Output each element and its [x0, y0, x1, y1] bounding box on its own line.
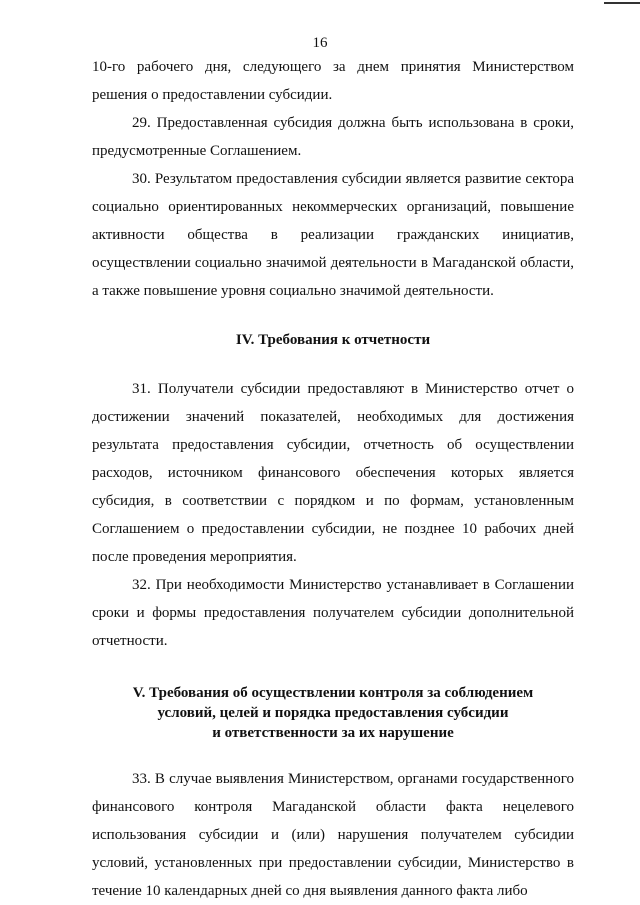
section-heading-v-line-2: условий, целей и порядка предоставления субсидии [157, 705, 509, 721]
page-number: 16 [312, 35, 328, 51]
page-edge-mark [604, 2, 640, 4]
paragraph-30: 30. Результатом предоставления субсидии является развитие сектора социально ориентированных некоммерческих организаций, повышение активности общества в реализации гражданских инициатив, осуществлении социально значимой деятельности в Магаданской области, а также повышение уровня социально значимой деятельности. [92, 171, 574, 299]
section-heading-iv [92, 330, 574, 350]
section-heading-v-line-3: и ответственности за их нарушение [212, 725, 454, 741]
section-heading-iv-text: IV. Требования к отчетности [235, 332, 431, 348]
section-heading-v [92, 683, 574, 743]
document-body [92, 53, 574, 905]
section-heading-v-line-1: V. Требования об осуществлении контроля за соблюдением [132, 685, 534, 701]
paragraph-32: 32. При необходимости Министерство устанавливает в Соглашении сроки и формы предоставления получателем субсидии дополнительной отчетности. [92, 577, 574, 649]
paragraph-31: 31. Получатели субсидии предоставляют в Министерство отчет о достижении значений показателей, необходимых для достижения результата предоставления субсидии, отчетность об осуществлении расходов, источником финансового обеспечения которых является субсидия, в соответствии с порядком и по формам, установленным Соглашением о предоставлении субсидии, не позднее 10 рабочих дней после проведения мероприятия. [92, 381, 574, 565]
paragraph-33: 33. В случае выявления Министерством, органами государственного финансового контроля Магаданской области факта нецелевого использования субсидии и (или) нарушения получателем субсидии условий, установленных при предоставлении субсидии, Министерство в течение 10 календарных дней со дня выявления данного факта либо [92, 771, 574, 899]
paragraph-continuation: 10-го рабочего дня, следующего за днем принятия Министерством решения о предоставлении субсидии. [92, 59, 574, 103]
paragraph-29: 29. Предоставленная субсидия должна быть использована в сроки, предусмотренные Соглашением. [92, 115, 574, 159]
